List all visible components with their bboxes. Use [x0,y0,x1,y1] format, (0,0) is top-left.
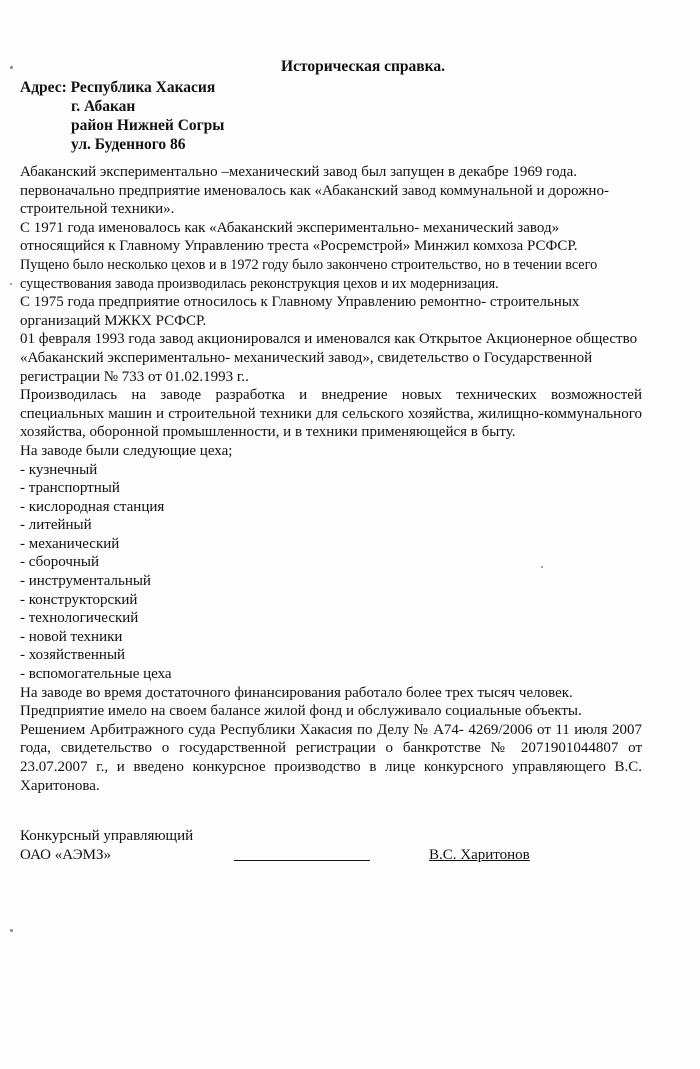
list-item: - транспортный [20,480,120,497]
paragraph: На заводе во время достаточного финансирования работало более трех тысяч человек. [20,684,573,701]
signature-position: Конкурсный управляющий [20,828,194,844]
paragraph: Предприятие имело на своем балансе жилой фонд и обслуживало социальные объекты. [20,703,582,720]
paragraph: первоначально предприятие именовалось как «Абаканский завод коммунальной и дорожно- строительной техники». [20,182,609,218]
signature-block [20,827,560,865]
address-region: Республика Хакасия [70,79,216,96]
address-district: район Нижней Согры [71,117,225,134]
document-body [20,163,642,795]
signature-organization: ОАО «АЭМЗ» [20,847,111,863]
list-item: - кислородная станция [20,498,165,515]
address-block [20,78,224,154]
scan-speck [10,66,13,69]
list-item: - хозяйственный [20,647,126,664]
list-item: - инструментальный [20,573,151,590]
document-title: Историческая справка. [281,58,445,75]
address-label: Адрес: [20,79,67,96]
signatory-name: В.С. Харитонов [429,847,530,863]
address-row-1 [20,78,224,97]
paragraph: 01 февраля 1993 года завод акционировался и именовался как Открытое Акционерное общество «Абаканский экспериментально- механический завод», свидетельство о Государственной регистрации № 733 от 01.02.1993 г.. [20,331,638,385]
paragraph: С 1971 года именовалось как «Абаканский экспериментально- механический завод» относящийся к Главному Управлению треста «Росремстрой» Минжил комхоза РСФСР. [20,219,578,255]
list-item: - новой техники [20,628,123,645]
paragraph: Пущено было несколько цехов и в 1972 году было закончено строительство, но в течении всего существования завода производилась реконструкция цехов и их модернизация. [20,256,598,292]
scan-speck [10,929,13,932]
list-item: - кузнечный [20,461,98,478]
list-item: - вспомогательные цеха [20,666,172,683]
address-city: г. Абакан [71,98,136,115]
list-item: - литейный [20,517,92,534]
paragraph: Решением Арбитражного суда Республики Хакасия по Делу № А74- 4269/2006 от 11 июля 2007 года, свидетельство о государственной регистрации о банкротстве № 2071901044807 от 23.07.2007 г., и введено конкурсное производство в лице конкурсного управляющего В.С. Харитонова. [20,721,642,794]
list-item: - механический [20,535,120,552]
paragraph: С 1975 года предприятие относилось к Главному Управлению ремонтно- строительных организаций МЖКХ РСФСР. [20,294,580,329]
list-item: - сборочный [20,554,100,571]
workshops-intro: На заводе были следующие цеха; [20,442,233,459]
workshops-list [20,461,642,684]
list-item: - конструкторский [20,591,138,608]
signature-line [234,860,370,861]
scan-speck [541,566,543,568]
paragraph: Производилась на заводе разработка и внедрение новых технических возможностей специальных машин и строительной техники для сельского хозяйства, жилищно-коммунального хозяйства, оборонной промышленности, и в техники применяющейся в быту. [20,387,642,441]
scan-speck [10,283,12,285]
paragraph: Абаканский экспериментально –механический завод был запущен в декабре 1969 года. [20,164,578,180]
signature-row [20,846,560,865]
list-item: - технологический [20,610,139,627]
address-street: ул. Буденного 86 [71,136,186,153]
